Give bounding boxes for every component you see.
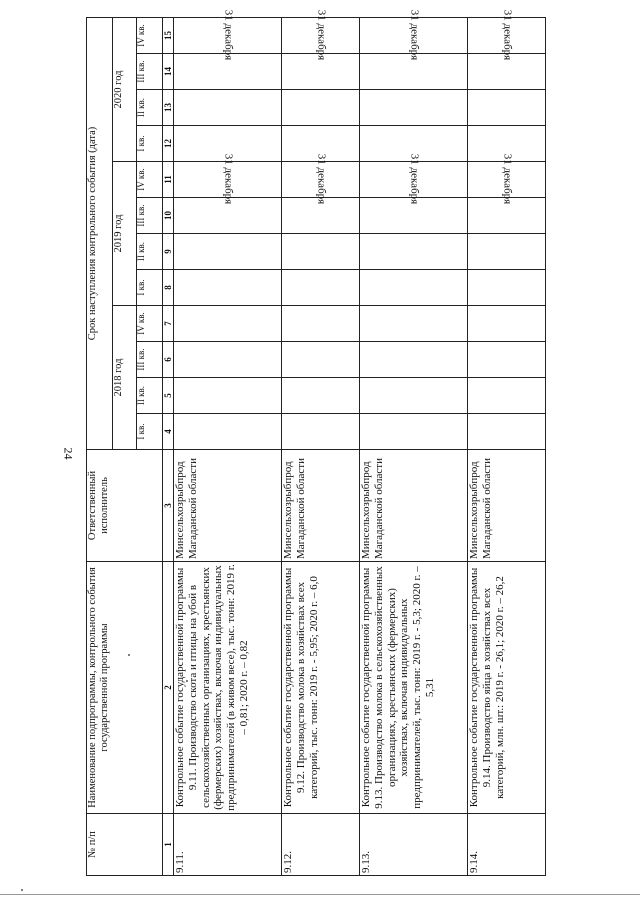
column-number: 5 (163, 378, 174, 414)
column-number: 14 (163, 54, 174, 90)
header-year-2020: 2020 год (113, 17, 137, 161)
schedule-table (86, 10, 546, 876)
control-event-name: Контрольное событие государственной программы 9.14. Производство яйца в хозяйствах всех категорий, млн. шт.: 2019 г. - 26,1; 2020 г. – 26,2 (468, 562, 546, 814)
row-number: 9.13. (360, 814, 468, 876)
header-quarter: II кв. (137, 378, 163, 414)
column-number: 3 (163, 450, 174, 562)
rotated-page-content (86, 10, 556, 876)
table-row (360, 17, 468, 875)
control-event-name: Контрольное событие государственной программы 9.13. Производство молока в сельскохозяйственных организациях, крестьянских (фермерских) хозяйствах, включая индивидуальных предпринимателей, тыс. тонн: 2019 г. - 5,3; 2020 г. – 5,31 (360, 562, 468, 814)
header-year-2019: 2019 год (113, 162, 137, 306)
header-quarter: I кв. (137, 414, 163, 450)
row-number: 9.12. (282, 814, 360, 876)
column-number: 9 (163, 234, 174, 270)
header-year-2018: 2018 год (113, 306, 137, 450)
column-number: 13 (163, 90, 174, 126)
column-number: 12 (163, 126, 174, 162)
column-numbers-row (163, 17, 174, 875)
header-executor: Ответственный исполнитель (87, 450, 163, 562)
row-number: 9.11. (174, 814, 282, 876)
column-number: 11 (163, 162, 174, 198)
column-number: 10 (163, 198, 174, 234)
header-quarter: II кв. (137, 90, 163, 126)
header-quarter: III кв. (137, 54, 163, 90)
page-number: 24 (61, 447, 76, 460)
column-number: 2 (163, 562, 174, 814)
control-event-name: Контрольное событие государственной программы 9.12. Производство молока в хозяйствах всех категорий, тыс. тонн: 2019 г. - 5,95; 2020 г. – 6,0 (282, 562, 360, 814)
header-quarter: IV кв. (137, 17, 163, 53)
header-quarter: III кв. (137, 342, 163, 378)
table-row (468, 17, 546, 875)
responsible-executor: Минсельхозрыбпрод Магаданской области (282, 450, 360, 562)
header-quarter: III кв. (137, 198, 163, 234)
column-number: 1 (163, 814, 174, 876)
header-quarter: I кв. (137, 126, 163, 162)
scan-edge-line (0, 894, 640, 895)
deadline-date-2019-q4: 31 декабря (360, 162, 468, 198)
header-name: Наименование подпрограммы, контрольного события государственной программы (87, 562, 163, 814)
column-number: 15 (163, 17, 174, 53)
responsible-executor: Минсельхозрыбпрод Магаданской области (174, 450, 282, 562)
deadline-date-2020-q4: 31 декабря (174, 17, 282, 53)
responsible-executor: Минсельхозрыбпрод Магаданской области (468, 450, 546, 562)
table-row (174, 17, 282, 875)
column-number: 6 (163, 342, 174, 378)
control-event-name: Контрольное событие государственной программы 9.11. Производство скота и птицы на убой в сельскохозяйственных организациях, крестьянских (фермерских) хозяйствах, включая индивидуальных предпринимателей (в живом весе), тыс. тонн: 2019 г. – 0,81; 2020 г. – 0,82 (174, 562, 282, 814)
deadline-date-2020-q4: 31 декабря (360, 17, 468, 53)
header-quarter: II кв. (137, 234, 163, 270)
header-quarter: I кв. (137, 270, 163, 306)
deadline-date-2020-q4: 31 декабря (468, 17, 546, 53)
column-number: 4 (163, 414, 174, 450)
deadline-date-2019-q4: 31 декабря (282, 162, 360, 198)
header-number: № п/п (87, 814, 163, 876)
column-number: 7 (163, 306, 174, 342)
scan-dot (21, 889, 23, 891)
deadline-date-2020-q4: 31 декабря (282, 17, 360, 53)
column-number: 8 (163, 270, 174, 306)
deadline-date-2019-q4: 31 декабря (174, 162, 282, 198)
deadline-date-2019-q4: 31 декабря (468, 162, 546, 198)
header-quarter: IV кв. (137, 162, 163, 198)
table-row (282, 17, 360, 875)
responsible-executor: Минсельхозрыбпрод Магаданской области (360, 450, 468, 562)
row-number: 9.14. (468, 814, 546, 876)
header-deadline: Срок наступления контрольного события (дата) (87, 17, 113, 449)
header-quarter: IV кв. (137, 306, 163, 342)
